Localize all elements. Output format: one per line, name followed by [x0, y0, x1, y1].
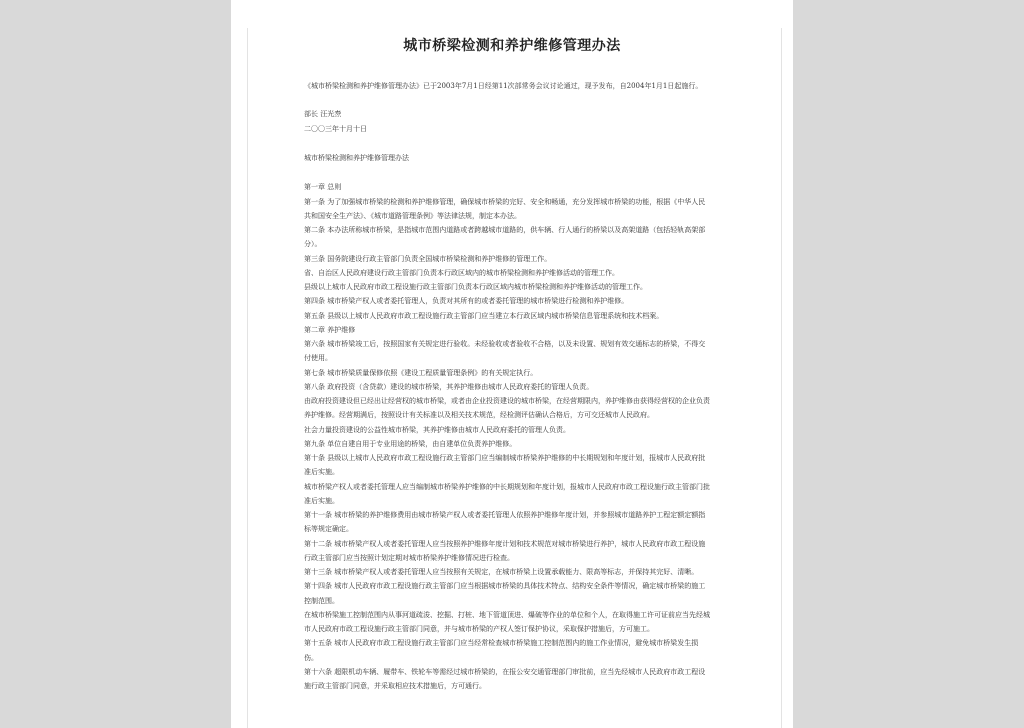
- text-line: 准后实施。: [304, 468, 339, 476]
- text-line: 施行政主管部门同意，并采取相应技术措施后，方可通行。: [304, 682, 486, 690]
- text-line: 第十二条 城市桥梁产权人或者委托管理人应当按照养护维修年度计划和技术规范对城市桥梁进行养护，城市人民政府市政工程设施: [304, 540, 706, 548]
- text-line: 第三条 国务院建设行政主管部门负责全国城市桥梁检测和养护维修的管理工作。: [304, 255, 552, 263]
- text-line: 第八条 政府投资（含贷款）建设的城市桥梁，其养护维修由城市人民政府委托的管理人负责。: [304, 383, 594, 391]
- text-line: 第十四条 城市人民政府市政工程设施行政主管部门应当根据城市桥梁的具体技术特点、结构安全条件等情况，确定城市桥梁的施工: [304, 582, 706, 590]
- text-line: 第十三条 城市桥梁产权人或者委托管理人应当按照有关规定，在城市桥梁上设置承载能力、限高等标志，并保持其完好、清晰。: [304, 568, 699, 576]
- text-line: 在城市桥梁施工控制范围内从事河道疏浚、挖掘、打桩、地下管道顶进、爆破等作业的单位和个人，在取得施工许可证前应当先经城: [304, 611, 710, 619]
- text-line: 第十六条 超限机动车辆、履带车、铁轮车等需经过城市桥梁的，在报公安交通管理部门审批前，应当先经城市人民政府市政工程设: [304, 668, 706, 676]
- text-line: 控制范围。: [304, 597, 339, 605]
- date-line: 二〇〇三年十月十日: [304, 125, 367, 133]
- text-line: 伤。: [304, 654, 318, 662]
- signatory-line: 部长 汪光焘: [304, 110, 342, 118]
- text-line: 第十五条 城市人民政府市政工程设施行政主管部门应当经常检查城市桥梁施工控制范围内的施工作业情况，避免城市桥梁发生损: [304, 639, 699, 647]
- chapter-heading: 第一章 总则: [304, 183, 342, 191]
- text-line: 第九条 单位自建自用于专业用途的桥梁，由自建单位负责养护维修。: [304, 440, 517, 448]
- text-line: 第十一条 城市桥梁的养护维修费用由城市桥梁产权人或者委托管理人依照养护维修年度计划，并参照城市道路养护工程定额定额指: [304, 511, 706, 519]
- page-inner-border-right: [781, 28, 782, 728]
- text-line: 分）。: [304, 240, 322, 248]
- text-line: 城市桥梁产权人或者委托管理人应当编制城市桥梁养护维修的中长期规划和年度计划，报城市人民政府市政工程设施行政主管部门批: [304, 483, 710, 491]
- text-line: 第二条 本办法所称城市桥梁，是指城市范围内道路或者跨越城市道路的，供车辆、行人通行的桥梁以及高架道路（包括轻轨高架部: [304, 226, 706, 234]
- document-title: 城市桥梁检测和养护维修管理办法: [403, 38, 621, 54]
- text-line: 县级以上城市人民政府市政工程设施行政主管部门负责本行政区域内城市桥梁检测和养护维修活动的管理工作。: [304, 283, 647, 291]
- text-line: 由政府投资建设但已经出让经营权的城市桥梁，或者由企业投资建设的城市桥梁，在经营期限内，养护维修由获得经营权的企业负责: [304, 397, 710, 405]
- text-line: 标等规定确定。: [304, 525, 353, 533]
- text-line: 共和国安全生产法》、《城市道路管理条例》等法律法规，制定本办法。: [304, 212, 521, 220]
- intro-line: 《城市桥梁检测和养护维修管理办法》已于2003年7月1日经第11次部常务会议讨论通过，现予发布，自2004年1月1日起施行。: [304, 82, 703, 90]
- text-line: 第四条 城市桥梁产权人或者委托管理人，负责对其所有的或者委托管理的城市桥梁进行检测和养护维修。: [304, 297, 629, 305]
- text-line: 省、自治区人民政府建设行政主管部门负责本行政区域内的城市桥梁检测和养护维修活动的管理工作。: [304, 269, 619, 277]
- document-page: [231, 0, 793, 728]
- subtitle-line: 城市桥梁检测和养护维修管理办法: [304, 154, 409, 162]
- text-line: 市人民政府市政工程设施行政主管部门同意，并与城市桥梁的产权人签订保护协议，采取保护措施后，方可施工。: [304, 625, 654, 633]
- page-inner-border-left: [247, 28, 248, 728]
- text-line: 第五条 县级以上城市人民政府市政工程设施行政主管部门应当建立本行政区域内城市桥梁信息管理系统和技术档案。: [304, 312, 664, 320]
- text-line: 行政主管部门应当按照计划定期对城市桥梁养护维修情况进行检查。: [304, 554, 514, 562]
- text-line: 第一条 为了加强城市桥梁的检测和养护维修管理，确保城市桥梁的完好、安全和畅通，充分发挥城市桥梁的功能，根据《中华人民: [304, 198, 706, 206]
- text-line: 准后实施。: [304, 497, 339, 505]
- text-line: 养护维修。经营期满后，按照设计有关标准以及相关技术规范，经检测评估确认合格后，方可交还城市人民政府。: [304, 411, 654, 419]
- text-line: 社会力量投资建设的公益性城市桥梁，其养护维修由城市人民政府委托的管理人负责。: [304, 426, 570, 434]
- text-line: 第六条 城市桥梁竣工后，按照国家有关规定进行验收。未经验收或者验收不合格，以及未设置、规划有效交通标志的桥梁，不得交: [304, 340, 706, 348]
- text-line: 第十条 县级以上城市人民政府市政工程设施行政主管部门应当编制城市桥梁养护维修的中长期规划和年度计划，报城市人民政府批: [304, 454, 706, 462]
- text-line: 第七条 城市桥梁质量保修依照《建设工程质量管理条例》的有关规定执行。: [304, 369, 538, 377]
- chapter-heading: 第二章 养护维修: [304, 326, 356, 334]
- text-line: 付使用。: [304, 354, 332, 362]
